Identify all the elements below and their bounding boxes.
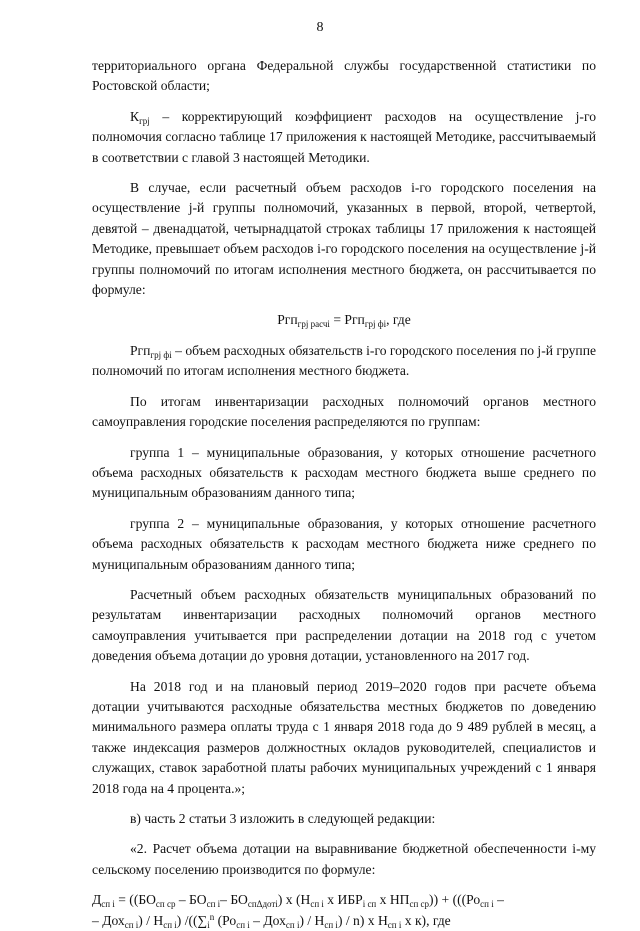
formula-subscript: сп i [101, 899, 115, 910]
formula-subscript: сп i [480, 899, 494, 910]
formula-term: , где [386, 312, 411, 328]
paragraph: На 2018 год и на плановый период 2019–2020 годов при расчете объема дотации учитываются расходные обязательства местных бюджетов по доведению минимального размера оплаты труда с 1 января 2018 года до 9 489 рублей в месяц, а также индексация размеров должностных окладов руководителей, специалистов и служащих, ставок заработной платы рабочих муниципальных учреждений с 1 января 2018 года на 4 процента.»; [92, 678, 596, 796]
formula-subscript: i сп [362, 899, 377, 910]
formula-term: – БО [175, 892, 207, 908]
formula-term: ) / n) х Н [337, 912, 388, 928]
formula-term: х ИБР [323, 892, 363, 908]
formula-term: ) /((∑ [176, 912, 208, 928]
formula-subscript: грj расчi [297, 319, 330, 330]
formula-term: Д [92, 892, 102, 908]
formula-subscript: грj фi [364, 319, 387, 330]
formula-term: х к), где [401, 912, 451, 928]
formula-2 [92, 890, 596, 931]
k-subscript: грj [139, 115, 150, 126]
k-symbol: К [130, 108, 140, 124]
formula-subscript: сп ср [409, 899, 430, 910]
formula-subscript: сп i [124, 919, 139, 930]
formula-term: – [493, 892, 504, 908]
formula-term: – Дох [92, 912, 125, 928]
formula-subscript: сп i [387, 919, 402, 930]
formula-term: = [329, 312, 345, 328]
formula-term: )) + (((Ро [429, 892, 481, 908]
formula-term: – Дох [249, 912, 286, 928]
paragraph: «2. Расчет объема дотации на выравнивание бюджетной обеспеченности i-му сельскому поселению производится по формуле: [92, 841, 596, 877]
rgp-subscript: грj фi [150, 349, 172, 360]
document-body [92, 56, 596, 931]
formula-term: ) / Н [138, 912, 164, 928]
case-paragraph: В случае, если расчетный объем расходов i-го городского поселения на осуществление j-й группы полномочий, указанных в первой, второй, четвертой, девятой – двенадцатой, четырнадцатой строках таблицы 17 приложения к настоящей Методике, превышает объем расходов i-го городского поселения на осуществление j-й группы полномочий по итогам исполнения местного бюджета, он рассчитывается по формуле: [92, 180, 596, 298]
formula-term: (Ро [214, 912, 237, 928]
rgp-definition-text: – объем расходных обязательств i-го городского поселения по j-й группе полномочий по итогам исполнения местного бюджета. [92, 342, 596, 379]
rgp-definition [92, 341, 596, 382]
formula-superscript: n [209, 911, 215, 922]
formula-1 [92, 310, 596, 330]
formula-subscript: сп i [285, 919, 300, 930]
formula-subscript: сп i [310, 899, 324, 910]
k-definition-text: – корректирующий коэффициент расходов на осуществление j-го полномочия согласно таблице 17 приложения к настоящей Методике, рассчитываемый в соответствии с главой 3 настоящей Методики. [92, 108, 596, 165]
formula-subscript: i [207, 919, 210, 930]
paragraph: группа 2 – муниципальные образования, у которых отношение расчетного объема расходных обязательств к расходам местного бюджета ниже среднего по муниципальным образованиям данного типа; [92, 515, 596, 572]
paragraph: По итогам инвентаризации расходных полномочий органов местного самоуправления городские поселения распределяются по группам: [92, 393, 596, 430]
formula-subscript: сп i [206, 899, 221, 910]
formula-subscript: сп i [324, 919, 338, 930]
formula-subscript: сп i [163, 919, 177, 930]
formula-term: Ргп [277, 312, 298, 328]
formula-term: ) / Н [299, 912, 325, 928]
k-coefficient-definition [92, 107, 596, 168]
formula-subscript: спΔдотi [247, 899, 278, 910]
formula-subscript: сп i [236, 919, 250, 930]
page-number: 8 [316, 20, 324, 35]
paragraph: в) часть 2 статьи 3 изложить в следующей редакции: [130, 811, 436, 826]
formula-term: х НП [376, 892, 410, 908]
paragraph: территориального органа Федеральной службы государственной статистики по Ростовской области; [92, 58, 596, 94]
formula-term: ) х (Н [277, 892, 311, 908]
paragraph: группа 1 – муниципальные образования, у которых отношение расчетного объема расходных обязательств к расходам местного бюджета выше среднего по муниципальным образованиям данного типа; [92, 444, 596, 501]
formula-subscript: сп ср [155, 899, 176, 910]
formula-term: – БО [220, 892, 248, 908]
formula-term: = ((БО [114, 892, 156, 908]
formula-term: Ргп [344, 312, 365, 328]
rgp-symbol: Ргп [130, 342, 151, 358]
paragraph: Расчетный объем расходных обязательств муниципальных образований по результатам инвентаризации расходных полномочий органов местного самоуправления учитывается при распределении дотации на 2018 год с учетом доведения объема дотации до уровня дотации, установленного на 2017 год. [92, 586, 596, 664]
